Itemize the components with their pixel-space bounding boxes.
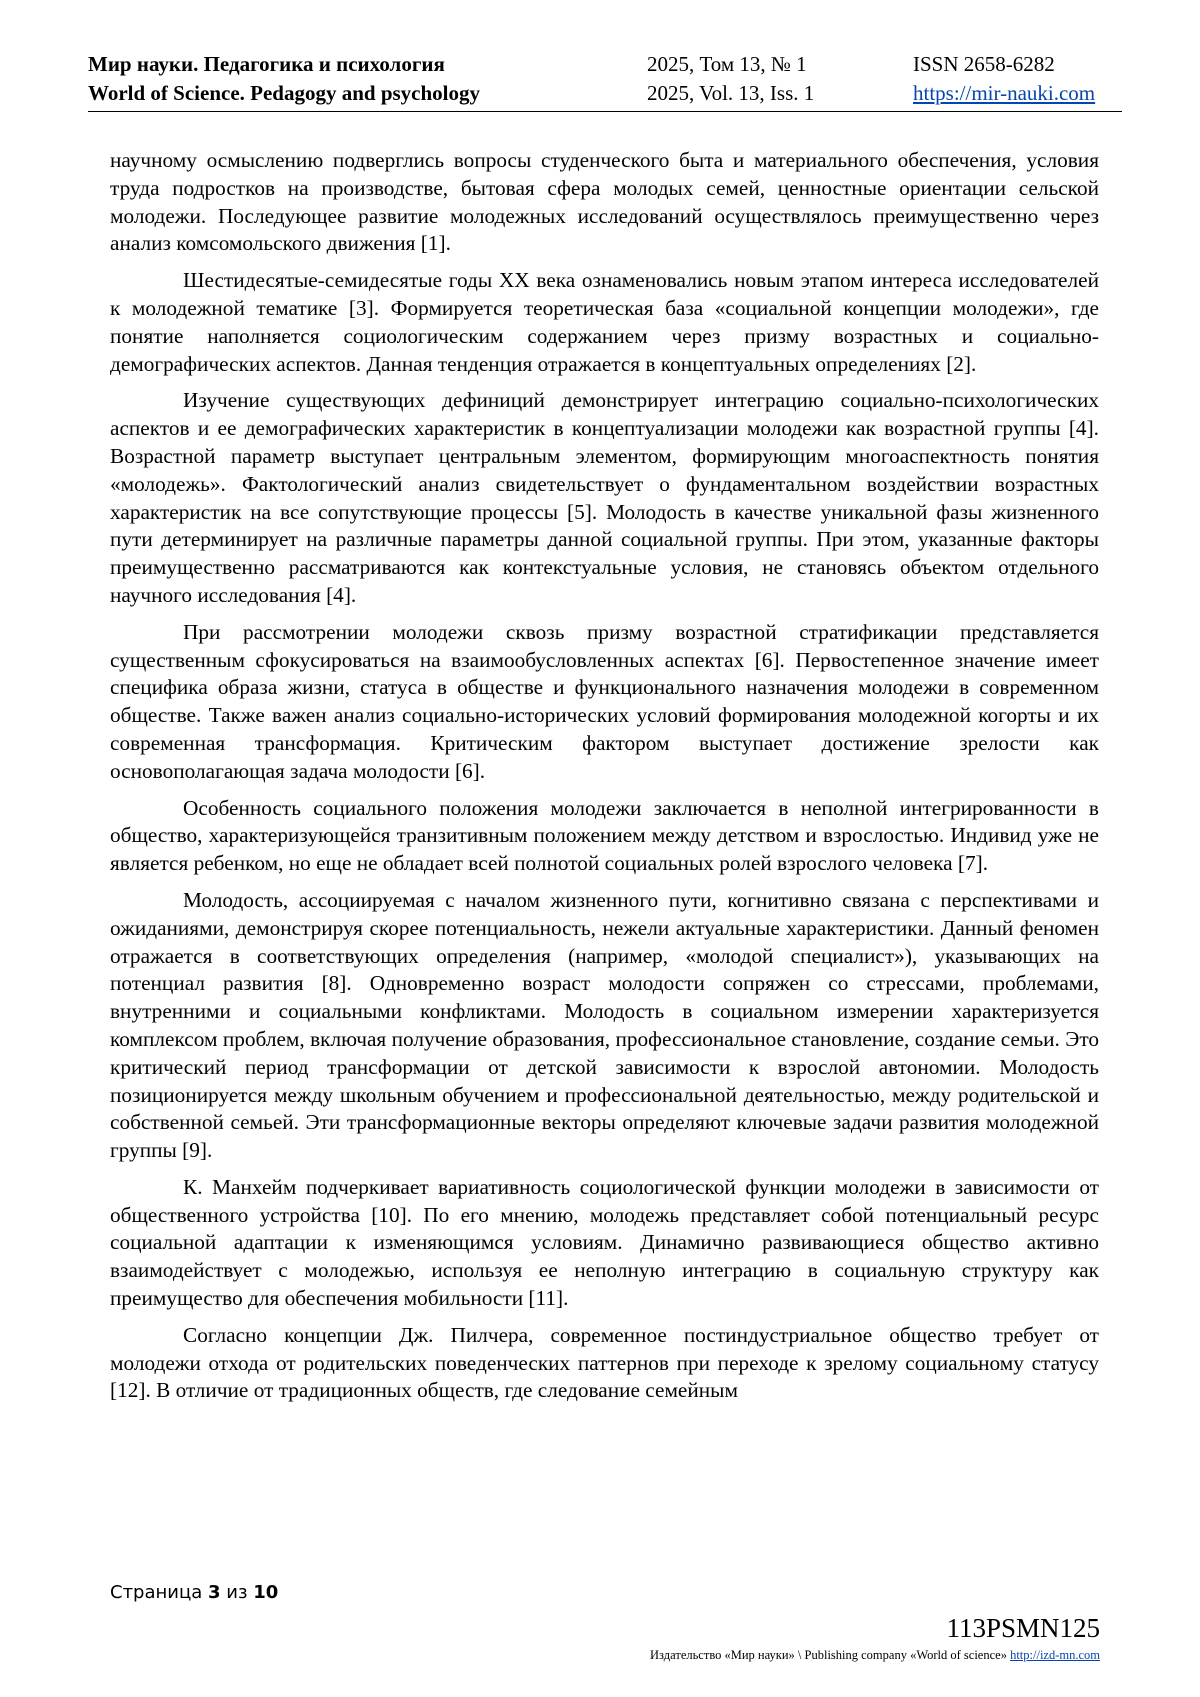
- page-current: 3: [208, 1582, 221, 1603]
- issn: ISSN 2658-6282: [913, 52, 1055, 76]
- journal-title-en: World of Science. Pedagogy and psychology: [88, 81, 481, 105]
- article-code: 113PSMN125: [946, 1613, 1100, 1643]
- journal-volume: [647, 50, 814, 108]
- page-counter: [110, 1582, 278, 1603]
- paragraph: Шестидесятые-семидесятые годы XX века ознаменовались новым этапом интереса исследователей к молодежной тематике [3]. Формируется теоретическая база «социальной концепции молодежи», где понятие наполняется социологическим содержанием через призму возрастных и социально-демографических аспектов. Данная тенденция отражается в концептуальных определениях [2].: [110, 268, 1099, 376]
- paragraph: При рассмотрении молодежи сквозь призму возрастной стратификации представляется существенным сфокусироваться на взаимообусловленных аспектах [6]. Первостепенное значение имеет специфика образа жизни, статуса в обществе и функционального назначения молодежи в современном обществе. Также важен анализ социально-исторических условий формирования молодежной когорты и их современная трансформация. Критическим фактором выступает достижение зрелости как основополагающая задача молодости [6].: [110, 619, 1099, 783]
- paragraph: Молодость, ассоциируемая с началом жизненного пути, когнитивно связана с перспективами и ожиданиями, демонстрируя скорее потенциальность, нежели актуальные характеристики. Данный феномен отражается в соответствующих определения (например, «молодой специалист»), указывающих на потенциал развития [8]. Одновременно возраст молодости сопряжен со стрессами, проблемами, внутренними и социальными конфликтами. Молодость в социальном измерении характеризуется комплексом проблем, включая получение образования, профессиональное становление, создание семьи. Это критический период трансформации от детской зависимости к взрослой автономии. Молодость позиционируется между школьным обучением и профессиональной деятельностью, между родительской и собственной семьей. Эти трансформационные векторы определяют ключевые задачи развития молодежной группы [9].: [110, 887, 1099, 1163]
- page-header: [88, 50, 1122, 112]
- journal-link[interactable]: https://mir-nauki.com: [913, 81, 1096, 105]
- publisher-link[interactable]: http://izd-mn.com: [1010, 1648, 1100, 1662]
- journal-title: [88, 50, 480, 108]
- page-total: 10: [253, 1582, 279, 1603]
- paragraph: Особенность социального положения молодежи заключается в неполной интегрированности в общество, характеризующейся транзитивным положением между детством и взрослостью. Индивид уже не является ребенком, но еще не обладает всей полнотой социальных ролей взрослого человека [7].: [110, 795, 1099, 876]
- paragraph: научному осмыслению подверглись вопросы студенческого быта и материального обеспечения, условия труда подростков на производстве, бытовая сфера молодых семей, ценностные ориентации сельской молодежи. Последующее развитие молодежных исследований осуществлялось преимущественно через анализ комсомольского движения [1].: [110, 148, 1099, 256]
- page-of: из: [226, 1582, 248, 1603]
- paragraph: К. Манхейм подчеркивает вариативность социологической функции молодежи в зависимости от общественного устройства [10]. По его мнению, молодежь представляет собой потенциальный ресурс социальной адаптации к изменяющимся условиям. Динамично развивающиеся общество активно взаимодействует с молодежью, используя ее неполную интеграцию в социальную структуру как преимущество для обеспечения мобильности [11].: [110, 1174, 1099, 1311]
- publisher-line: [650, 1648, 1100, 1663]
- paragraph: Согласно концепции Дж. Пилчера, современное постиндустриальное общество требует от молодежи отхода от родительских поведенческих паттернов при переходе к зрелому социальному статусу [12]. В отличие от традиционных обществ, где следование семейным: [110, 1322, 1099, 1403]
- volume-en: 2025, Vol. 13, Iss. 1: [647, 81, 815, 105]
- journal-title-ru: Мир науки. Педагогика и психология: [88, 52, 445, 76]
- journal-issn-block: [913, 50, 1095, 108]
- paragraph: Изучение существующих дефиниций демонстрирует интеграцию социально-психологических аспектов и ее демографических характеристик в концептуализации молодежи как возрастной группы [4]. Возрастной параметр выступает центральным элементом, формирующим многоаспектность понятия «молодежь». Фактологический анализ свидетельствует о фундаментальном воздействии возрастных характеристик на все сопутствующие процессы [5]. Молодость в качестве уникальной фазы жизненного пути детерминирует на различные параметры данной социальной группы. При этом, указанные факторы преимущественно рассматриваются как контекстуальные условия, не становясь объектом отдельного научного исследования [4].: [110, 388, 1099, 607]
- article-body: [110, 147, 1099, 1414]
- header-divider: [88, 111, 1122, 112]
- volume-ru: 2025, Том 13, № 1: [647, 52, 807, 76]
- publisher-text: Издательство «Мир науки» \ Publishing company «World of science»: [650, 1648, 1007, 1662]
- page-label: Страница: [110, 1582, 203, 1603]
